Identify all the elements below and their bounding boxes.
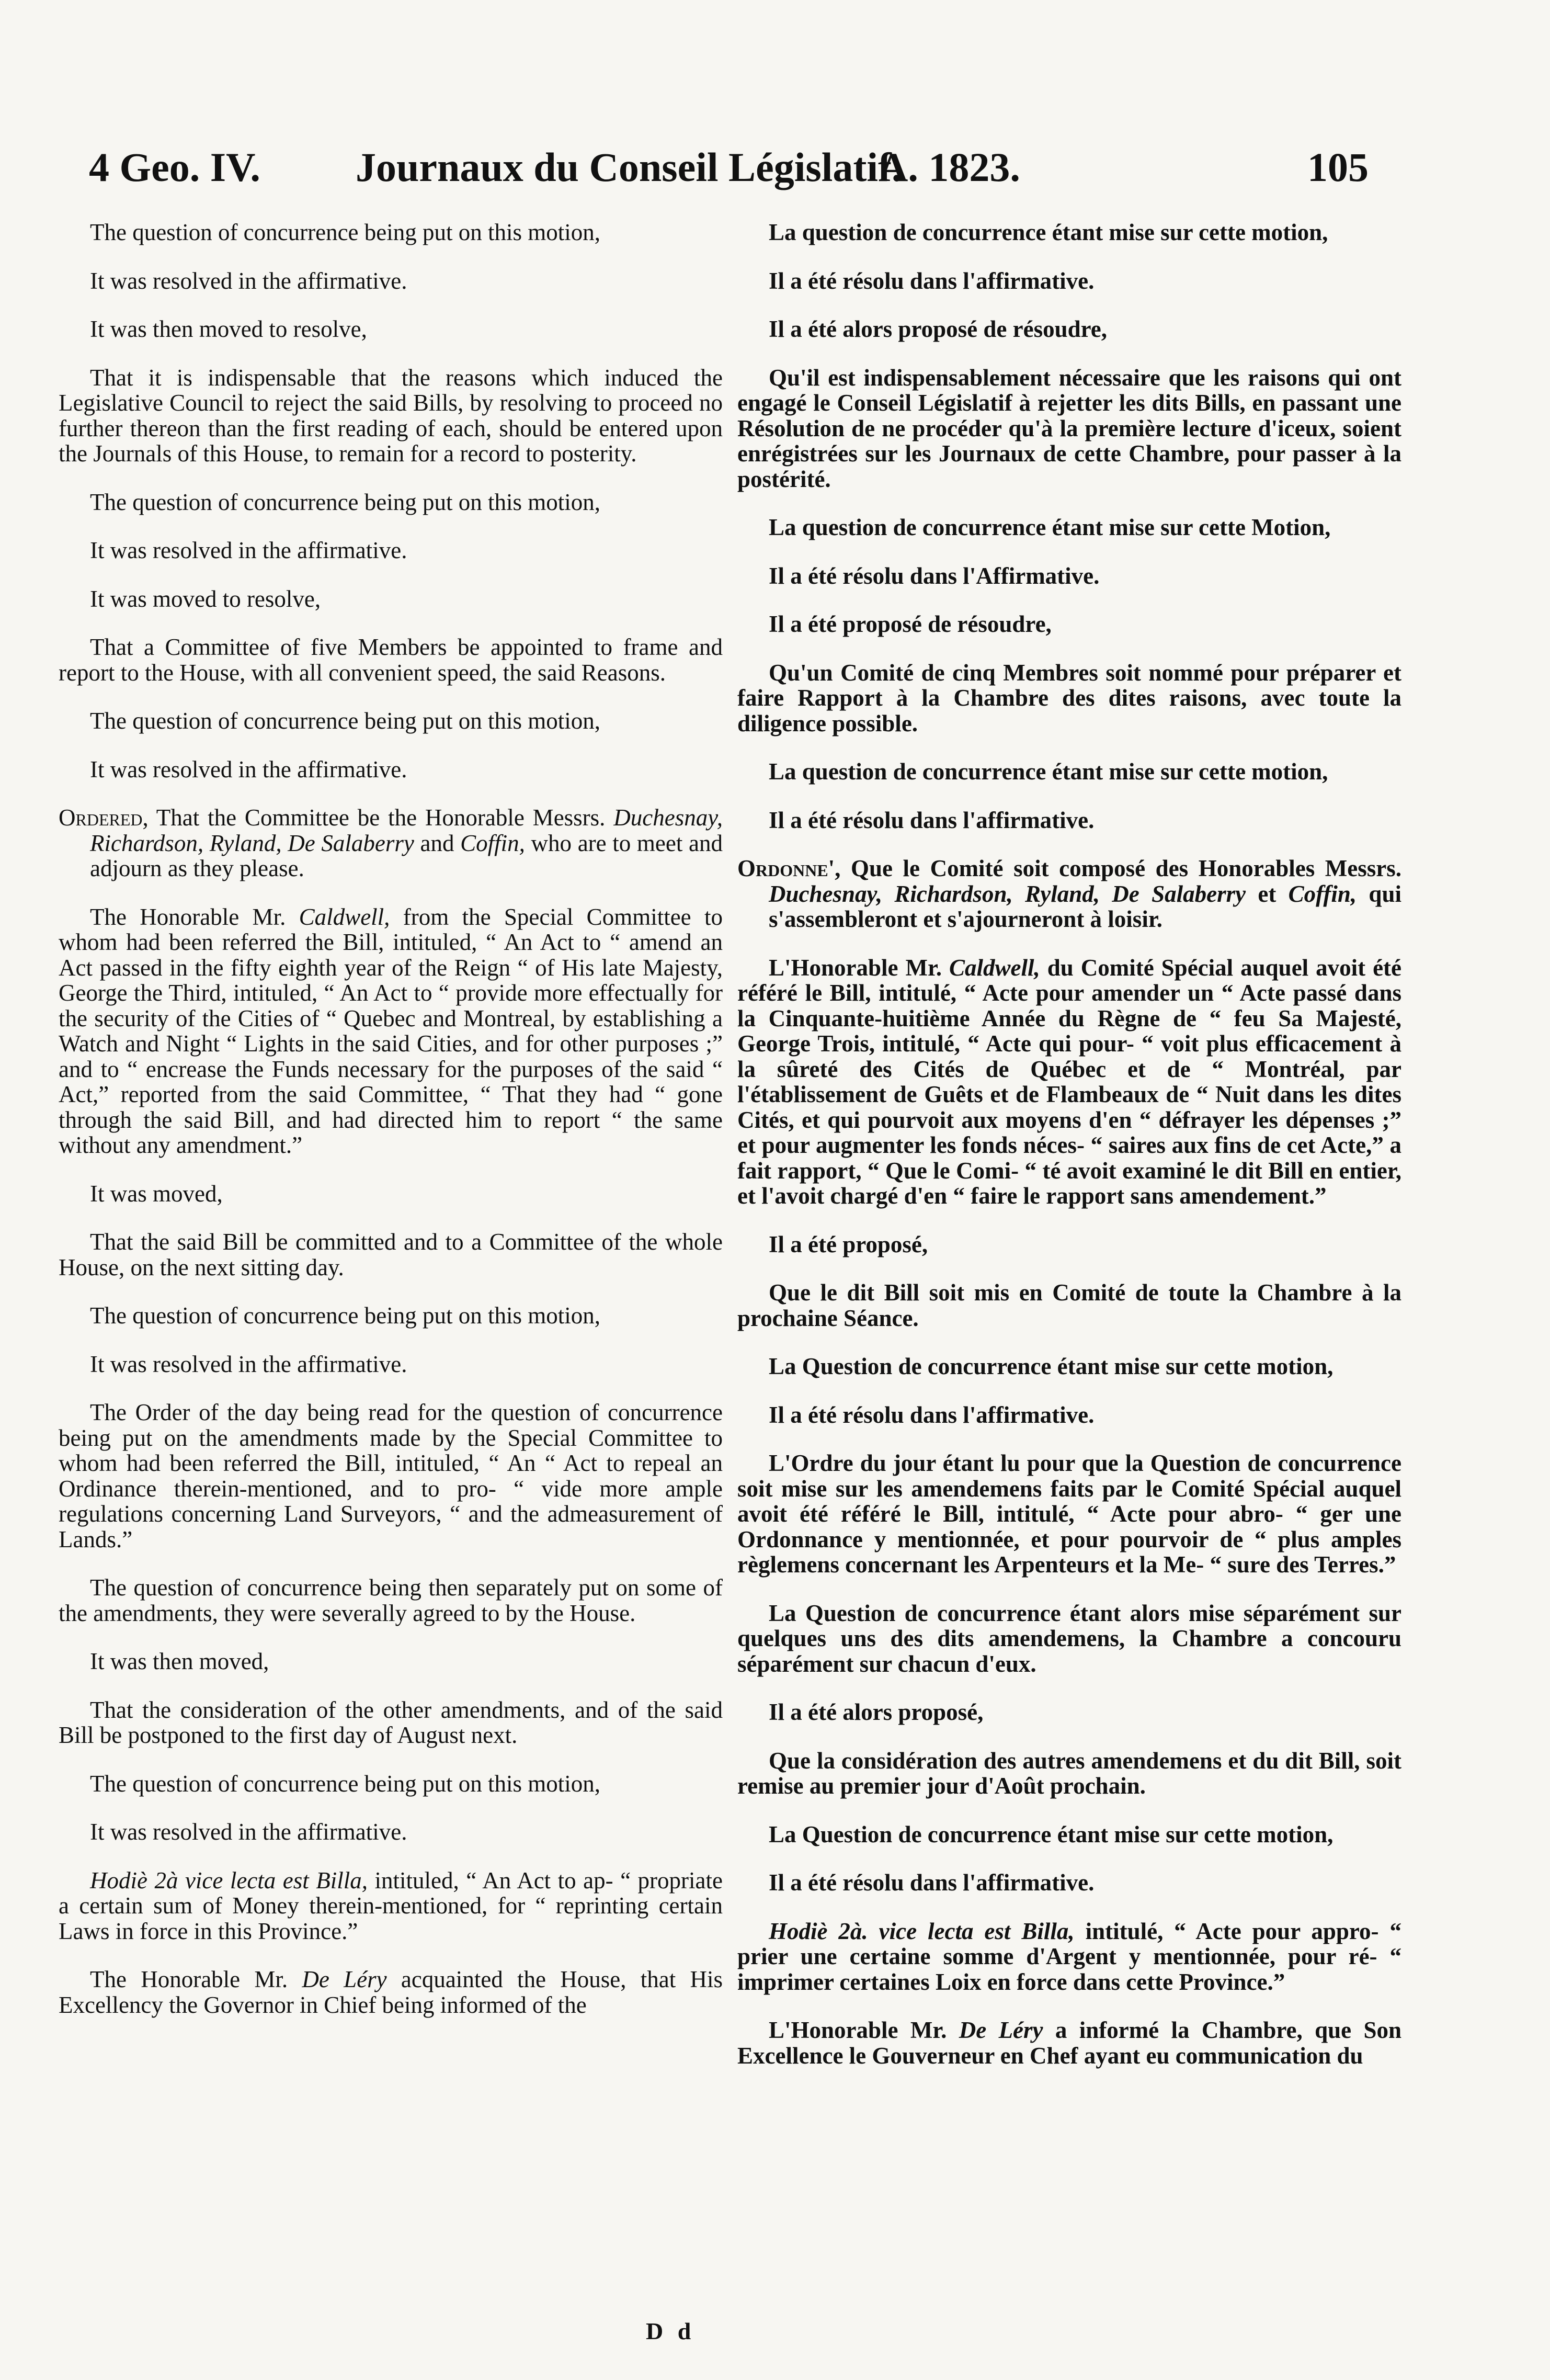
paragraph: Il a été résolu dans l'Affirmative. [769, 562, 1100, 589]
paragraph: Il a été résolu dans l'affirmative. [769, 1401, 1095, 1428]
paragraph: La question de concurrence étant mise sur cette motion, [769, 758, 1328, 785]
member-names: Duchesnay, Richardson, Ryland, De Salaberry [769, 880, 1246, 907]
member-name: Caldwell, [949, 954, 1040, 981]
paragraph: That the said Bill be committed and to a Committee of the whole House, on the next sitting day. [59, 1229, 723, 1280]
paragraph: La question de concurrence étant mise sur cette Motion, [769, 514, 1331, 540]
order-lead: Ordered, [59, 804, 149, 831]
paragraph: The question of concurrence being then separately put on some of the amendments, they were severally agreed to by the House. [59, 1574, 723, 1626]
member-name: De Léry [302, 1966, 387, 1992]
paragraph: Il a été résolu dans l'affirmative. [769, 807, 1095, 833]
paragraph: It was moved to resolve, [90, 585, 321, 612]
paragraph: It was moved, [90, 1180, 223, 1207]
paragraph: It was then moved, [90, 1648, 269, 1674]
paragraph: Que le dit Bill soit mis en Comité de toute la Chambre à la prochaine Séance. [737, 1279, 1401, 1331]
paragraph: La Question de concurrence étant alors mise séparément sur quelques uns des dits amendemens, la Chambre a concouru séparément sur chacun d'eux. [737, 1600, 1401, 1677]
member-names: Coffin, [460, 830, 525, 856]
paragraph: La question de concurrence étant mise sur cette motion, [769, 219, 1328, 245]
paragraph: Il a été alors proposé, [769, 1699, 984, 1725]
report-paragraph: The Honorable Mr. De Léry acquainted the House, that His Excellency the Governor in Chief being informed of the [59, 1966, 723, 2018]
report-paragraph: L'Honorable Mr. De Léry a informé la Chambre, que Son Excellence le Gouverneur en Chef ayant eu communication du [737, 2017, 1402, 2069]
paragraph: It was resolved in the affirmative. [90, 1819, 407, 1845]
paragraph: Il a été proposé, [769, 1231, 928, 1257]
member-name: De Léry [959, 2017, 1043, 2043]
paragraph: The question of concurrence being put on this motion, [90, 1770, 601, 1797]
paragraph: The question of concurrence being put on this motion, [90, 489, 601, 515]
paragraph: La Question de concurrence étant mise sur cette motion, [769, 1353, 1334, 1379]
reading-paragraph: Hodiè 2à. vice lecta est Billa, intitulé, “ Acte pour appro- “ prier une certaine somme d'Argent y mentionnée, pour ré- “ imprimer certaines Loix en force dans cette Province.” [737, 1918, 1401, 1995]
paragraph: The question of concurrence being put on this motion, [90, 1302, 601, 1329]
paragraph: It was resolved in the affirmative. [90, 756, 407, 783]
paragraph: Il a été alors proposé de résoudre, [769, 316, 1108, 342]
paragraph: It was resolved in the affirmative. [90, 267, 407, 294]
paragraph: It was resolved in the affirmative. [90, 1351, 407, 1377]
paragraph: La Question de concurrence étant mise sur cette motion, [769, 1821, 1334, 1848]
year-label: A. 1823. [879, 144, 1020, 190]
paragraph: The question of concurrence being put on this motion, [90, 708, 601, 734]
member-names: Coffin, [1288, 880, 1357, 907]
paragraph: The Order of the day being read for the question of concurrence being put on the amendments made by the Special Committee to whom had been referred the Bill, intituled, “ An “ Act to repeal an Ordinance therein-mentioned, and to pro- “ vide more ample regulations concerning Land Surveyors, “ and the admeasurement of Lands.” [59, 1399, 723, 1552]
paragraph: L'Ordre du jour étant lu pour que la Question de concurrence soit mise sur les amendemens faits par le Comité Spécial auquel avoit été référé le Bill, intitulé, “ Acte pour abro- “ ger une Ordonnance y mentionnée, et pour pourvoir de “ plus amples règlemens concernant les Arpenteurs et la Me- “ sure des Terres.” [737, 1450, 1401, 1578]
paragraph: Il a été résolu dans l'affirmative. [769, 267, 1095, 294]
report-paragraph: L'Honorable Mr. Caldwell, du Comité Spécial auquel avoit été référé le Bill, intitulé, “ Acte pour amender un “ Acte passé dans la Cinquante-huitième Année du Règne de “ feu Sa Majesté, George Trois, intitulé, “ Acte qui pour- “ voit plus efficacement à la sûreté des Cités de Québec et de “ Montréal, par l'établissement de Guêts et de Flambeaux de “ Nuit dans les dites Cités, et qui pourvoit aux moyens d'en “ défrayer les dépenses ;” et pour augmenter les fonds néces- “ saires aux fins de cet Acte,” a fait rapport, “ Que le Comi- “ té avoit examiné le dit Bill en entier, et l'avoit chargé d'en “ faire le rapport sans amendement.” [737, 954, 1402, 1209]
reading-paragraph: Hodiè 2à vice lecta est Billa, intituled, “ An Act to ap- “ propriate a certain sum of Money therein-mentioned, for “ reprinting certain Laws in force in this Province.” [59, 1867, 723, 1944]
paragraph: It was then moved to resolve, [90, 316, 367, 342]
latin-formula: Hodiè 2à. vice lecta est Billa, [769, 1918, 1075, 1944]
paragraph: That the consideration of the other amendments, and of the said Bill be postponed to the first day of August next. [59, 1696, 723, 1748]
paragraph: Qu'un Comité de cinq Membres soit nommé pour préparer et faire Rapport à la Chambre des dites raisons, avec toute la diligence possible. [737, 659, 1401, 736]
page-title: Journaux du Conseil Législatif. [356, 144, 902, 190]
signature-mark: D d [646, 2318, 696, 2344]
latin-formula: Hodiè 2à vice lecta est Billa, [90, 1867, 368, 1894]
paragraph: Il a été résolu dans l'affirmative. [769, 1869, 1095, 1896]
order-lead: Ordonne', [737, 855, 841, 881]
report-paragraph: The Honorable Mr. Caldwell, from the Special Committee to whom had been referred the Bill, intituled, “ An Act to “ amend an Act passed in the fifty eighth year of the Reign “ of His late Majesty, George the Third, intituled, “ An Act to “ provide more effectually for the security of the Cities of “ Quebec and Montreal, by establishing a Watch and Night “ Lights in the said Cities, and for other purposes ;” and to “ encrease the Funds necessary for the purposes of the said “ Act,” reported from the said Committee, “ That they had “ gone through the said Bill, and had directed him to report “ the same without any amendment.” [59, 903, 723, 1158]
english-column [59, 220, 723, 2041]
page-number: 105 [1307, 144, 1369, 190]
member-name: Caldwell, [299, 903, 390, 930]
paragraph: That it is indispensable that the reasons which induced the Legislative Council to reject the said Bills, by resolving to proceed no further thereon than the first reading of each, should be entered upon the Journals of this House, to remain for a record to posterity. [59, 364, 723, 467]
paragraph: Il a été proposé de résoudre, [769, 611, 1052, 637]
member-names: Duchesnay, Richardson, Ryland, De Salaberry [90, 804, 723, 856]
paragraph: The question of concurrence being put on this motion, [90, 219, 601, 245]
running-header [52, 144, 1412, 201]
order-paragraph: Ordered, That the Committee be the Honorable Messrs. Duchesnay, Richardson, Ryland, De Salaberry and Coffin, who are to meet and adjourn as they please. [59, 804, 723, 881]
french-column [737, 220, 1401, 2091]
paragraph: Qu'il est indispensablement nécessaire que les raisons qui ont engagé le Conseil Législatif à rejetter les dits Bills, en passant une Résolution de ne procéder qu'à la première lecture d'iceux, soient enrégistrées sur les Journaux de cette Chambre, pour passer à la postérité. [737, 364, 1401, 492]
paragraph: Que la considération des autres amendemens et du dit Bill, soit remise au premier jour d'Août prochain. [737, 1747, 1401, 1799]
order-paragraph: Ordonne', Que le Comité soit composé des Honorables Messrs. Duchesnay, Richardson, Ryland, De Salaberry et Coffin, qui s'assembleront et s'ajourneront à loisir. [737, 855, 1401, 932]
paragraph: It was resolved in the affirmative. [90, 537, 407, 563]
regnal-year: 4 Geo. IV. [89, 144, 260, 190]
paragraph: That a Committee of five Members be appointed to frame and report to the House, with all convenient speed, the said Reasons. [59, 634, 723, 686]
